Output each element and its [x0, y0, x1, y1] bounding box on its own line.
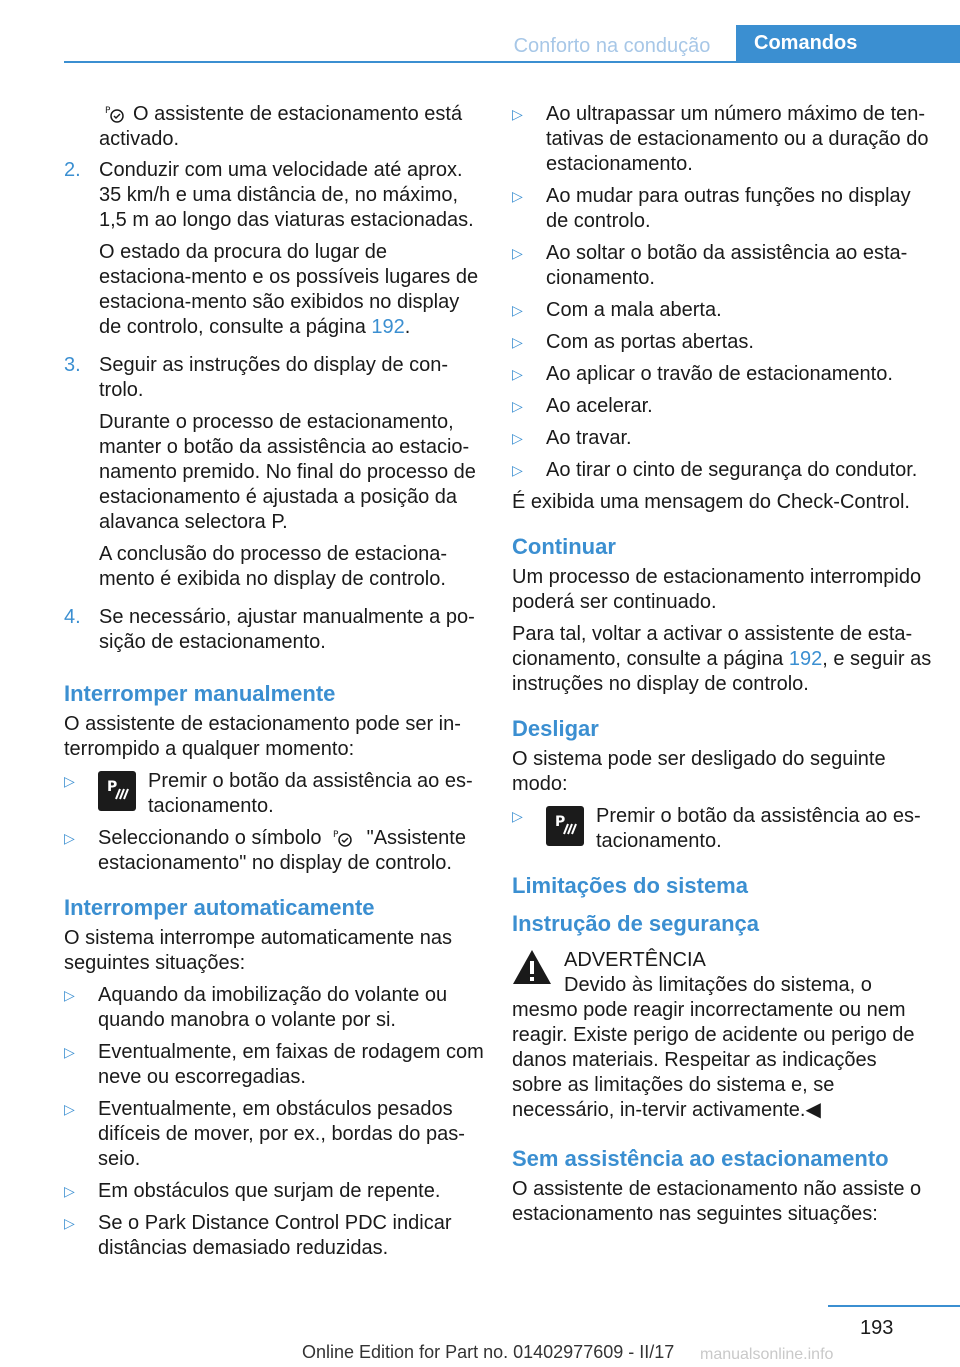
triangle-bullet-icon: ▷ — [512, 398, 523, 414]
bullet-text: Premir o botão da assistência ao es-tacionamento. — [596, 805, 921, 852]
triangle-bullet-icon: ▷ — [512, 106, 523, 122]
step-number: 3. — [64, 354, 81, 376]
triangle-bullet-icon: ▷ — [512, 808, 523, 824]
bullet-item — [64, 826, 484, 876]
bullet-text — [98, 826, 484, 876]
heading-no-assist: Sem assistência ao estacionamento — [512, 1146, 889, 1171]
svg-text:P: P — [333, 830, 339, 840]
bullet-item — [512, 184, 932, 234]
triangle-bullet-icon: ▷ — [64, 1044, 75, 1060]
header-rule — [64, 61, 960, 63]
warning-block — [512, 948, 932, 998]
intro-text: O assistente de estacionamento está activado. — [99, 103, 463, 150]
step-text: Se necessário, ajustar manualmente a po-sição de estacionamento. — [99, 606, 475, 653]
triangle-bullet-icon: ▷ — [512, 245, 523, 261]
step-text: Seguir as instruções do display de con-trolo. — [99, 354, 449, 401]
bullet-item — [64, 1040, 484, 1090]
triangle-bullet-icon: ▷ — [64, 830, 75, 846]
left-column — [64, 102, 484, 1268]
bullet-item — [64, 769, 484, 819]
bullet-text: Premir o botão da assistência ao es-tacionamento. — [148, 770, 473, 817]
parking-assist-button-icon — [546, 806, 584, 846]
triangle-bullet-icon: ▷ — [512, 334, 523, 350]
heading-switch-off: Desligar — [512, 716, 599, 741]
bullet-text: Ao ultrapassar um número máximo de ten-tativas de estacionamento ou a duração do estacionamento. — [546, 103, 929, 175]
bullet-text: Aquando da imobilização do volante ou quando manobra o volante por si. — [98, 984, 448, 1031]
page-number: 193 — [860, 1317, 894, 1339]
bullet-item — [512, 426, 932, 451]
watermark: manualsonline.info — [700, 1346, 834, 1363]
continue-text-prefix: Para tal, voltar a activar o assistente de esta-cionamento, consulte a página — [512, 623, 913, 670]
page-link-192[interactable]: 192 — [371, 316, 405, 338]
bullet-item — [64, 1179, 484, 1204]
warning-title: ADVERTÊNCIA — [564, 949, 706, 971]
triangle-bullet-icon: ▷ — [512, 430, 523, 446]
bullet-text: Com a mala aberta. — [546, 299, 722, 321]
step-4 — [64, 605, 484, 662]
continue-text-suffix: , e seguir as instruções no display de controlo. — [512, 648, 932, 695]
bullet-text: Ao aplicar o travão de estacionamento. — [546, 363, 893, 385]
page-link-192[interactable]: 192 — [788, 648, 823, 670]
bullet-text: Se o Park Distance Control PDC indicar distâncias demasiado reduzidas. — [98, 1212, 452, 1259]
svg-text:P: P — [555, 814, 566, 830]
svg-text:P: P — [107, 779, 118, 795]
header-chapter-tab: Comandos — [736, 25, 960, 62]
bullet-item — [512, 362, 932, 387]
bullet-item — [64, 983, 484, 1033]
bullet-text: Ao mudar para outras funções no display de controlo. — [546, 185, 911, 232]
step-number: 2. — [64, 159, 81, 181]
step-number: 4. — [64, 606, 81, 628]
heading-system-limits: Limitações do sistema — [512, 873, 748, 898]
bullet-item — [512, 102, 932, 177]
step-3 — [64, 353, 484, 599]
parking-assist-button-icon — [98, 771, 136, 811]
auto-interrupt-text: O sistema interrompe automaticamente nas seguintes situações: — [64, 927, 452, 974]
bullet-text: Ao soltar o botão da assistência ao esta-cionamento. — [546, 242, 908, 289]
triangle-bullet-icon: ▷ — [64, 1183, 75, 1199]
step-subtext — [99, 240, 484, 340]
step-subtext-prefix: O estado da procura do lugar de estaciona-mento e os possíveis lugares de estaciona-mento são exibidos no display de controlo, consulte a página — [99, 241, 479, 338]
manual-interrupt-text: O assistente de estacionamento pode ser in-terrompido a qualquer momento: — [64, 713, 461, 760]
warning-first-line: Devido às limitações do sistema, o — [564, 974, 872, 996]
heading-auto-interrupt: Interromper automaticamente — [64, 895, 375, 920]
step-2 — [64, 158, 484, 347]
warning-triangle-icon — [512, 948, 552, 986]
bullet-text: Eventualmente, em obstáculos pesados difíceis de mover, por ex., bordas do pas-seio. — [98, 1098, 465, 1170]
triangle-bullet-icon: ▷ — [64, 1215, 75, 1231]
bullet-text-prefix: Seleccionando o símbolo — [98, 827, 322, 849]
bullet-item — [512, 458, 932, 483]
edition-text: Online Edition for Part no. 01402977609 - II/17 — [302, 1342, 675, 1362]
bullet-text: Ao acelerar. — [546, 395, 653, 417]
bullet-text: Ao travar. — [546, 427, 632, 449]
continue-text: Um processo de estacionamento interrompido poderá ser continuado. — [512, 566, 922, 613]
triangle-bullet-icon: ▷ — [512, 188, 523, 204]
bullet-item — [512, 241, 932, 291]
switch-off-text: O sistema pode ser desligado do seguinte modo: — [512, 748, 886, 795]
no-assist-text: O assistente de estacionamento não assiste o estacionamento nas seguintes situações: — [512, 1178, 922, 1225]
heading-safety-instruction: Instrução de segurança — [512, 911, 759, 936]
bullet-text: Com as portas abertas. — [546, 331, 754, 353]
heading-continue: Continuar — [512, 534, 616, 559]
step-subtext-suffix: . — [404, 316, 411, 338]
heading-manual-interrupt: Interromper manualmente — [64, 681, 336, 706]
parking-assistant-icon — [105, 104, 127, 124]
bullet-item — [64, 1097, 484, 1172]
step-subtext: Durante o processo de estacionamento, manter o botão da assistência ao estacio-namento premido. No final do processo de estacionamento é ajustada a posição da alavanca selectora P. — [99, 411, 476, 533]
intro-paragraph — [64, 102, 484, 152]
triangle-bullet-icon: ▷ — [64, 987, 75, 1003]
bullet-item — [512, 330, 932, 355]
triangle-bullet-icon: ▷ — [64, 1101, 75, 1117]
triangle-bullet-icon: ▷ — [512, 462, 523, 478]
bullet-item — [512, 394, 932, 419]
step-subtext: A conclusão do processo de estaciona-mento é exibida no display de controlo. — [99, 543, 447, 590]
footer-rule — [828, 1305, 960, 1307]
step-text: Conduzir com uma velocidade até aprox. 35 km/h e uma distância de, no máximo, 1,5 m ao longo das viaturas estacionadas. — [99, 159, 474, 231]
triangle-bullet-icon: ▷ — [512, 302, 523, 318]
svg-text:P: P — [105, 106, 111, 116]
bullet-item — [512, 298, 932, 323]
page-header — [0, 0, 960, 62]
bullet-text: Eventualmente, em faixas de rodagem com neve ou escorregadias. — [98, 1041, 484, 1088]
check-control-text: É exibida uma mensagem do Check-Control. — [512, 491, 910, 513]
bullet-text-suffix: "Assistente estacionamento" no display de controlo. — [98, 827, 466, 874]
triangle-bullet-icon: ▷ — [64, 773, 75, 789]
bullet-text: Ao tirar o cinto de segurança do condutor. — [546, 459, 918, 481]
warning-text: mesmo pode reagir incorrectamente ou nem reagir. Existe perigo de acidente ou perigo de danos materiais. Respeitar as indicações sobre as limitações do sistema e, se necessário, in-tervir activamente.◀ — [512, 999, 915, 1121]
triangle-bullet-icon: ▷ — [512, 366, 523, 382]
right-column — [512, 102, 932, 1234]
bullet-text: Em obstáculos que surjam de repente. — [98, 1180, 441, 1202]
parking-assistant-icon — [333, 828, 355, 848]
bullet-item — [64, 1211, 484, 1261]
bullet-item — [512, 804, 932, 854]
continue-text-2 — [512, 622, 932, 697]
header-section-label: Conforto na condução — [513, 35, 711, 57]
